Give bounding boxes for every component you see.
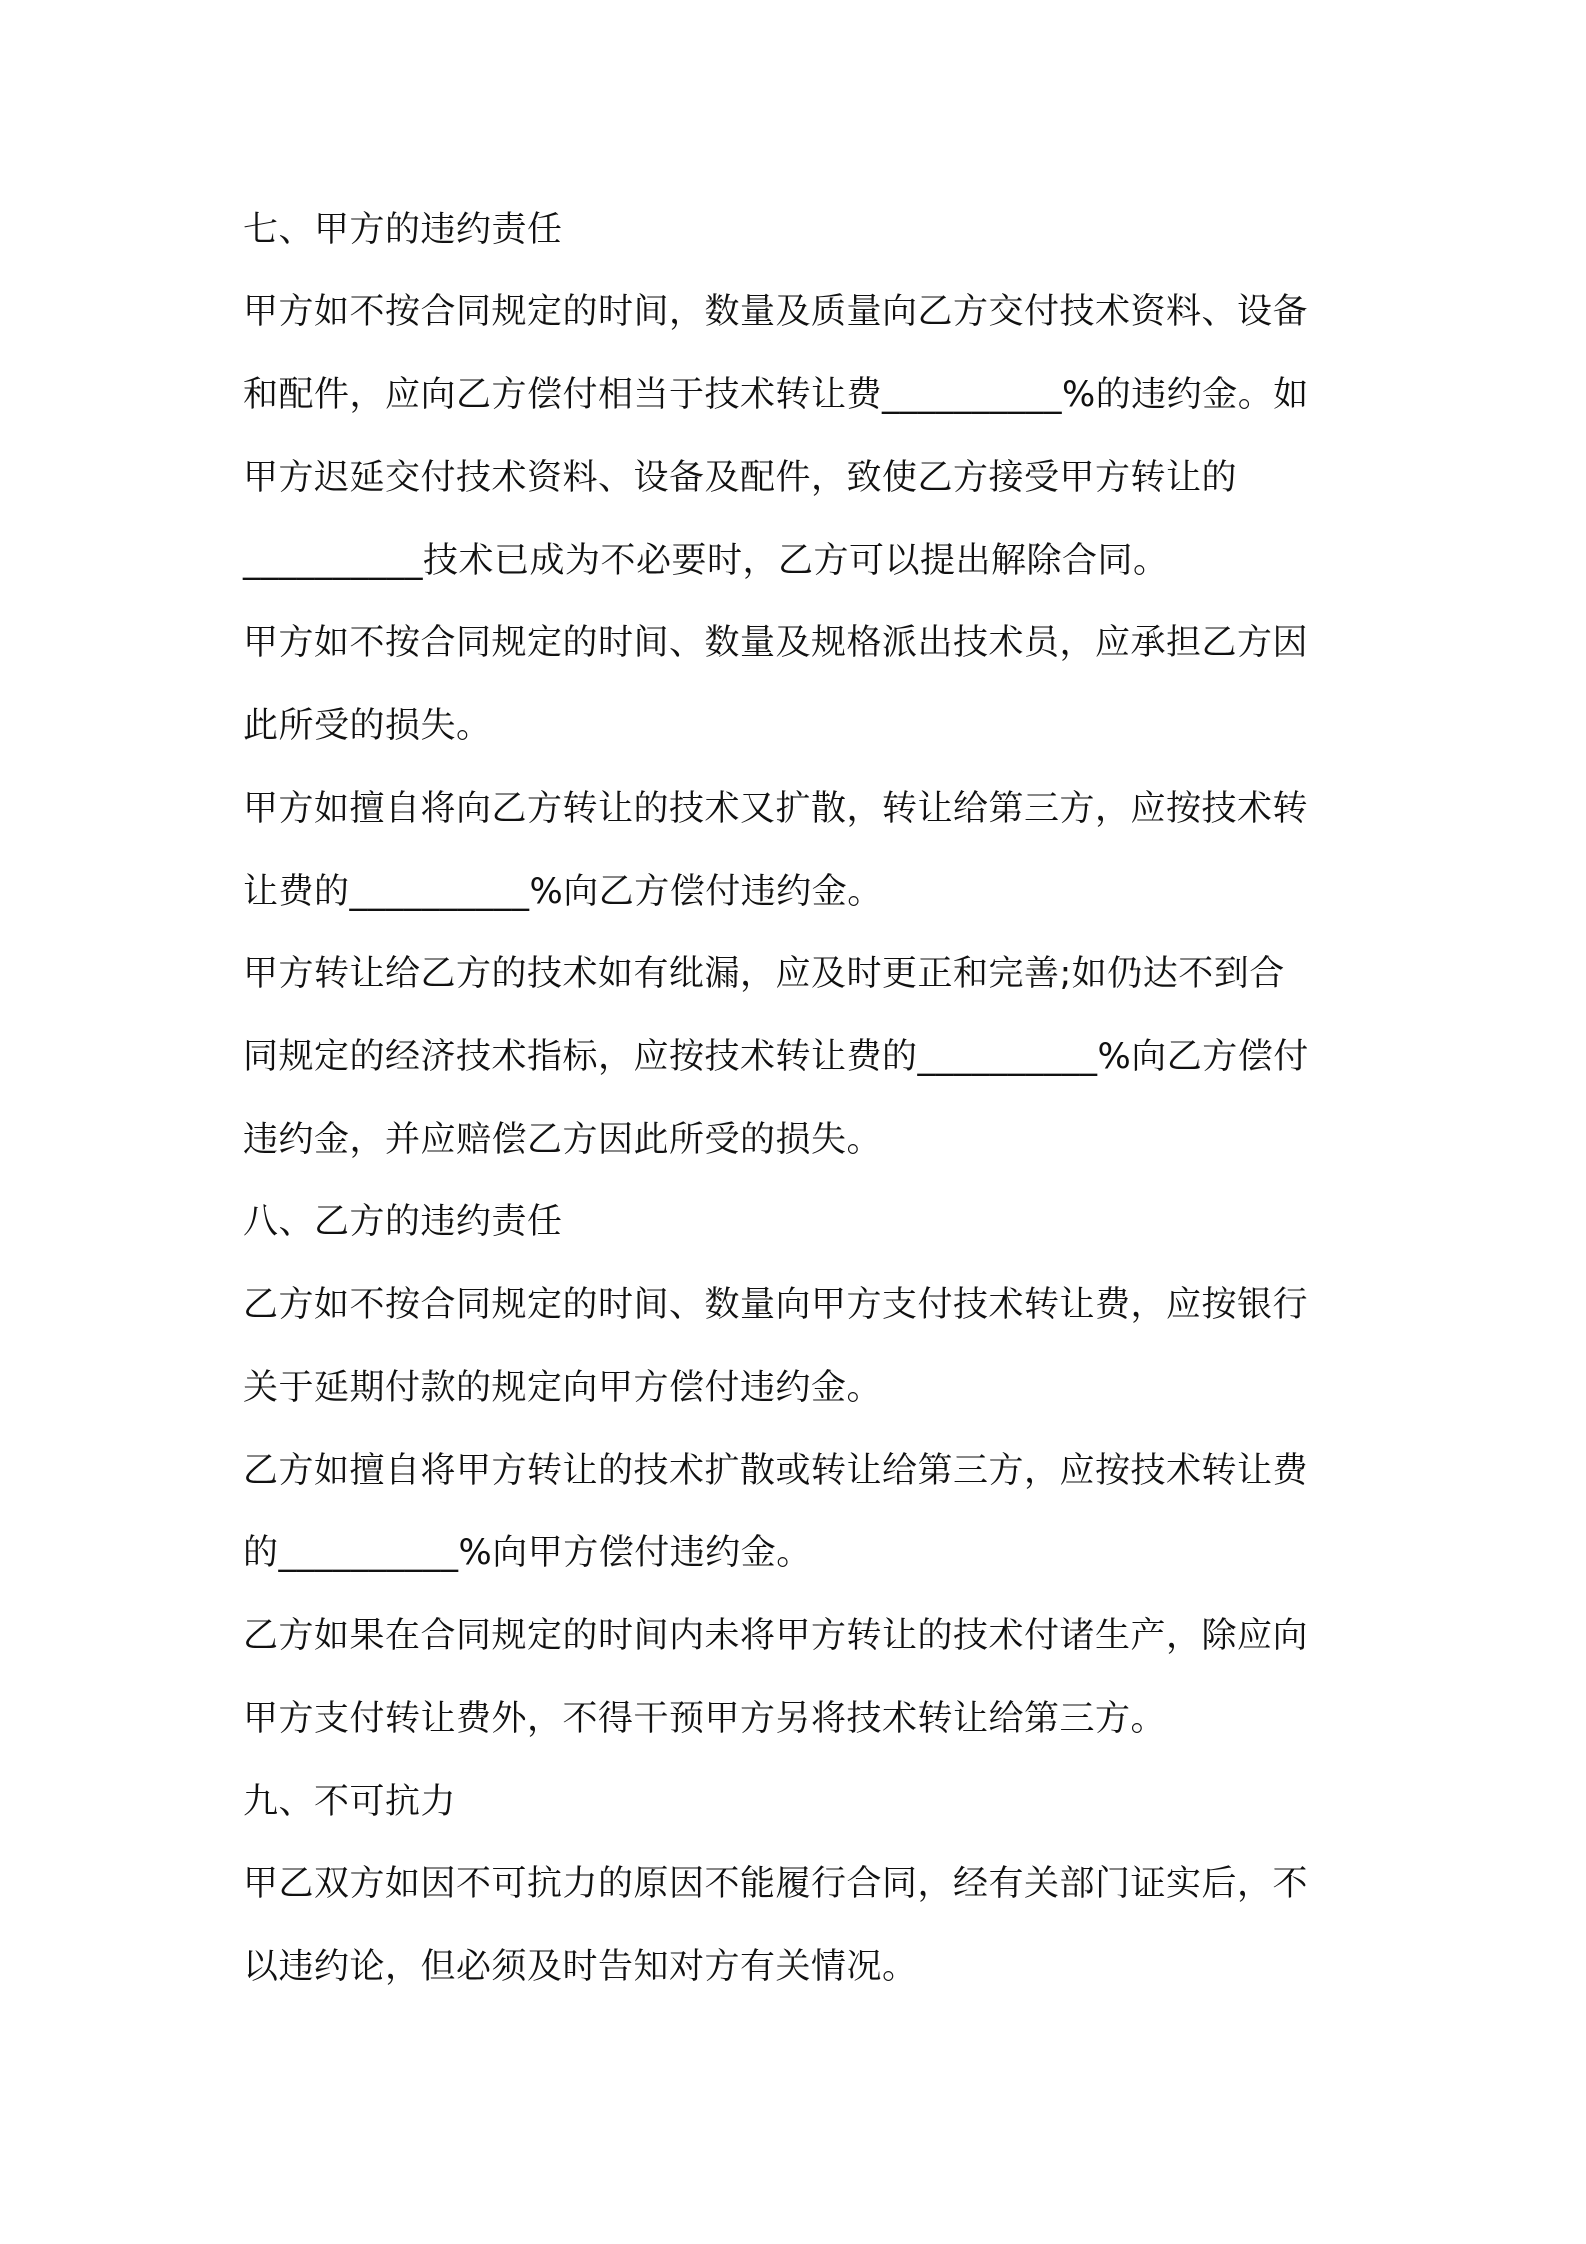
paragraph-line: 违约金，并应赔偿乙方因此所受的损失。 — [243, 1120, 883, 1160]
paragraph-line: 甲方迟延交付技术资料、设备及配件，致使乙方接受甲方转让的 — [243, 458, 1238, 498]
paragraph-line: 甲方转让给乙方的技术如有纰漏，应及时更正和完善;如仍达不到合 — [243, 954, 1285, 994]
paragraph-line: __________技术已成为不必要时，乙方可以提出解除合同。 — [243, 541, 1169, 581]
paragraph-line: 乙方如果在合同规定的时间内未将甲方转让的技术付诸生产，除应向 — [243, 1616, 1309, 1656]
paragraph-line: 同规定的经济技术指标，应按技术转让费的__________%向乙方偿付 — [243, 1037, 1309, 1077]
section-9-heading: 九、不可抗力 — [243, 1782, 457, 1822]
paragraph-line: 和配件，应向乙方偿付相当于技术转让费__________%的违约金。如 — [243, 375, 1309, 415]
paragraph-line: 的__________%向甲方偿付违约金。 — [243, 1533, 812, 1573]
paragraph-line: 让费的__________%向乙方偿付违约金。 — [243, 872, 883, 912]
paragraph-line: 甲乙双方如因不可抗力的原因不能履行合同，经有关部门证实后，不 — [243, 1864, 1309, 1904]
paragraph-line: 乙方如擅自将甲方转让的技术扩散或转让给第三方，应按技术转让费 — [243, 1451, 1309, 1491]
paragraph-line: 以违约论，但必须及时告知对方有关情况。 — [243, 1947, 918, 1987]
paragraph-line: 甲方如擅自将向乙方转让的技术又扩散，转让给第三方，应按技术转 — [243, 789, 1309, 829]
paragraph-line: 此所受的损失。 — [243, 706, 492, 746]
paragraph-line: 乙方如不按合同规定的时间、数量向甲方支付技术转让费，应按银行 — [243, 1285, 1309, 1325]
paragraph-line: 甲方支付转让费外，不得干预甲方另将技术转让给第三方。 — [243, 1699, 1167, 1739]
section-8-heading: 八、乙方的违约责任 — [243, 1202, 563, 1242]
paragraph-line: 甲方如不按合同规定的时间，数量及质量向乙方交付技术资料、设备 — [243, 292, 1309, 332]
section-7-heading: 七、甲方的违约责任 — [243, 210, 563, 250]
paragraph-line: 关于延期付款的规定向甲方偿付违约金。 — [243, 1368, 883, 1408]
paragraph-line: 甲方如不按合同规定的时间、数量及规格派出技术员，应承担乙方因 — [243, 623, 1309, 663]
